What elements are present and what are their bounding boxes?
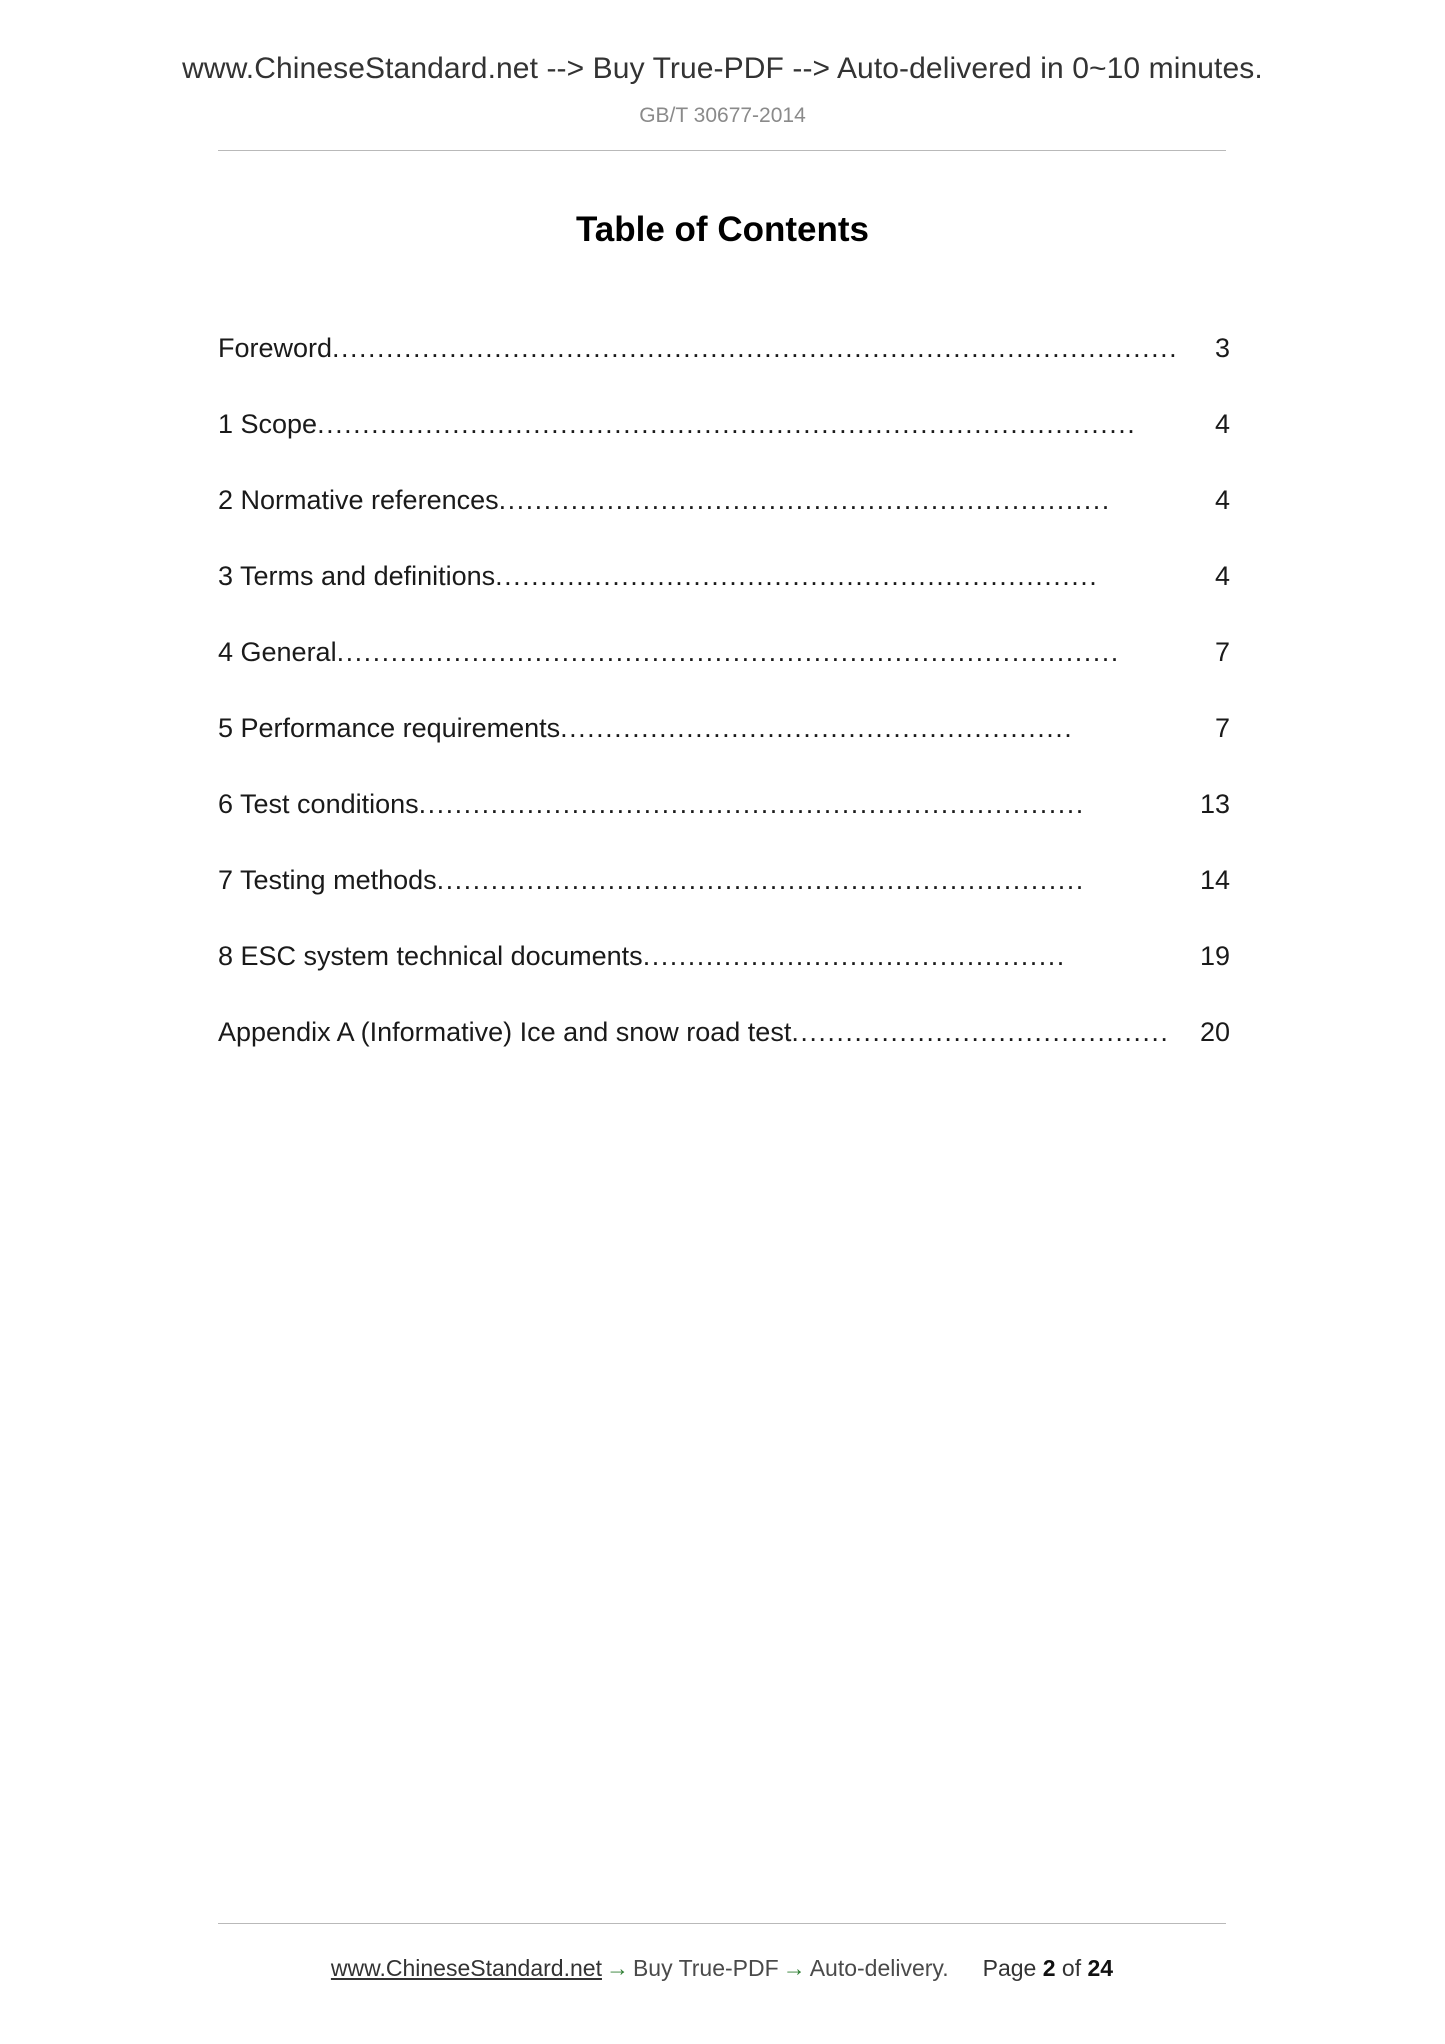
footer-of-label: of xyxy=(1061,1955,1082,1981)
footer-buy-label: Buy True-PDF xyxy=(632,1955,779,1981)
footer-delivery-label: Auto-delivery. xyxy=(809,1955,949,1981)
promo-banner: www.ChineseStandard.net --> Buy True-PDF --> Auto-delivered in 0~10 minutes. xyxy=(182,52,1263,85)
toc-leader-dots: .......................................... xyxy=(791,1017,1170,1047)
toc-leader-dots: ........................................................................................... xyxy=(317,409,1137,439)
toc-entry-label: 6 Test conditions xyxy=(218,789,419,819)
footer-page-total: 24 xyxy=(1087,1955,1114,1981)
toc-entry-label: 3 Terms and definitions xyxy=(218,561,496,591)
toc-entry-label: 4 General xyxy=(218,637,337,667)
arrow-right-icon: → xyxy=(605,1955,629,1981)
toc-entry-foreword[interactable] xyxy=(218,310,1230,386)
toc-leader-dots: .............................................................................................. xyxy=(332,333,1179,363)
page-footer xyxy=(218,1955,1226,1982)
toc-entry-page: 7 xyxy=(1214,713,1230,743)
toc-entry-label: Foreword xyxy=(218,333,333,363)
toc-entry-label: 7 Testing methods xyxy=(218,865,437,895)
toc-entry-page: 7 xyxy=(1214,637,1230,667)
toc-entry-page: 20 xyxy=(1199,1017,1230,1047)
table-of-contents xyxy=(218,310,1230,1070)
toc-entry-general[interactable] xyxy=(218,614,1230,690)
toc-entry-label: 8 ESC system technical documents xyxy=(218,941,643,971)
footer-page-number: 2 xyxy=(1042,1955,1056,1981)
toc-entry-page: 19 xyxy=(1199,941,1230,971)
toc-entry-page: 4 xyxy=(1214,409,1230,439)
toc-entry-label: 2 Normative references xyxy=(218,485,499,515)
toc-leader-dots: .................................................................... xyxy=(498,485,1111,515)
arrow-right-icon-2: → xyxy=(782,1955,806,1981)
toc-entry-testing-methods[interactable] xyxy=(218,842,1230,918)
page-title: Table of Contents xyxy=(576,210,869,249)
toc-entry-label: 1 Scope xyxy=(218,409,318,439)
toc-entry-page: 4 xyxy=(1214,485,1230,515)
toc-leader-dots: ......................................................... xyxy=(560,713,1074,743)
toc-entry-performance-requirements[interactable] xyxy=(218,690,1230,766)
toc-leader-dots: ............................................... xyxy=(642,941,1066,971)
toc-entry-page: 14 xyxy=(1199,865,1230,895)
toc-entry-label: Appendix A (Informative) Ice and snow road test xyxy=(218,1017,792,1047)
header-divider xyxy=(218,150,1226,151)
toc-entry-page: 4 xyxy=(1214,561,1230,591)
footer-page-label: Page xyxy=(982,1955,1037,1981)
toc-entry-normative-references[interactable] xyxy=(218,462,1230,538)
toc-entry-terms-and-definitions[interactable] xyxy=(218,538,1230,614)
toc-entry-appendix-a[interactable] xyxy=(218,994,1230,1070)
toc-leader-dots: ........................................................................ xyxy=(436,865,1085,895)
footer-divider xyxy=(218,1923,1226,1924)
toc-entry-label: 5 Performance requirements xyxy=(218,713,561,743)
toc-leader-dots: ....................................................................................... xyxy=(336,637,1120,667)
standard-code: GB/T 30677-2014 xyxy=(639,104,806,127)
footer-site-link[interactable]: www.ChineseStandard.net xyxy=(330,1955,602,1981)
toc-leader-dots: .......................................................................... xyxy=(418,789,1085,819)
toc-entry-scope[interactable] xyxy=(218,386,1230,462)
toc-entry-esc-system-technical-documents[interactable] xyxy=(218,918,1230,994)
toc-entry-page: 3 xyxy=(1214,333,1230,363)
toc-entry-page: 13 xyxy=(1199,789,1230,819)
toc-leader-dots: ................................................................... xyxy=(495,561,1099,591)
toc-entry-test-conditions[interactable] xyxy=(218,766,1230,842)
